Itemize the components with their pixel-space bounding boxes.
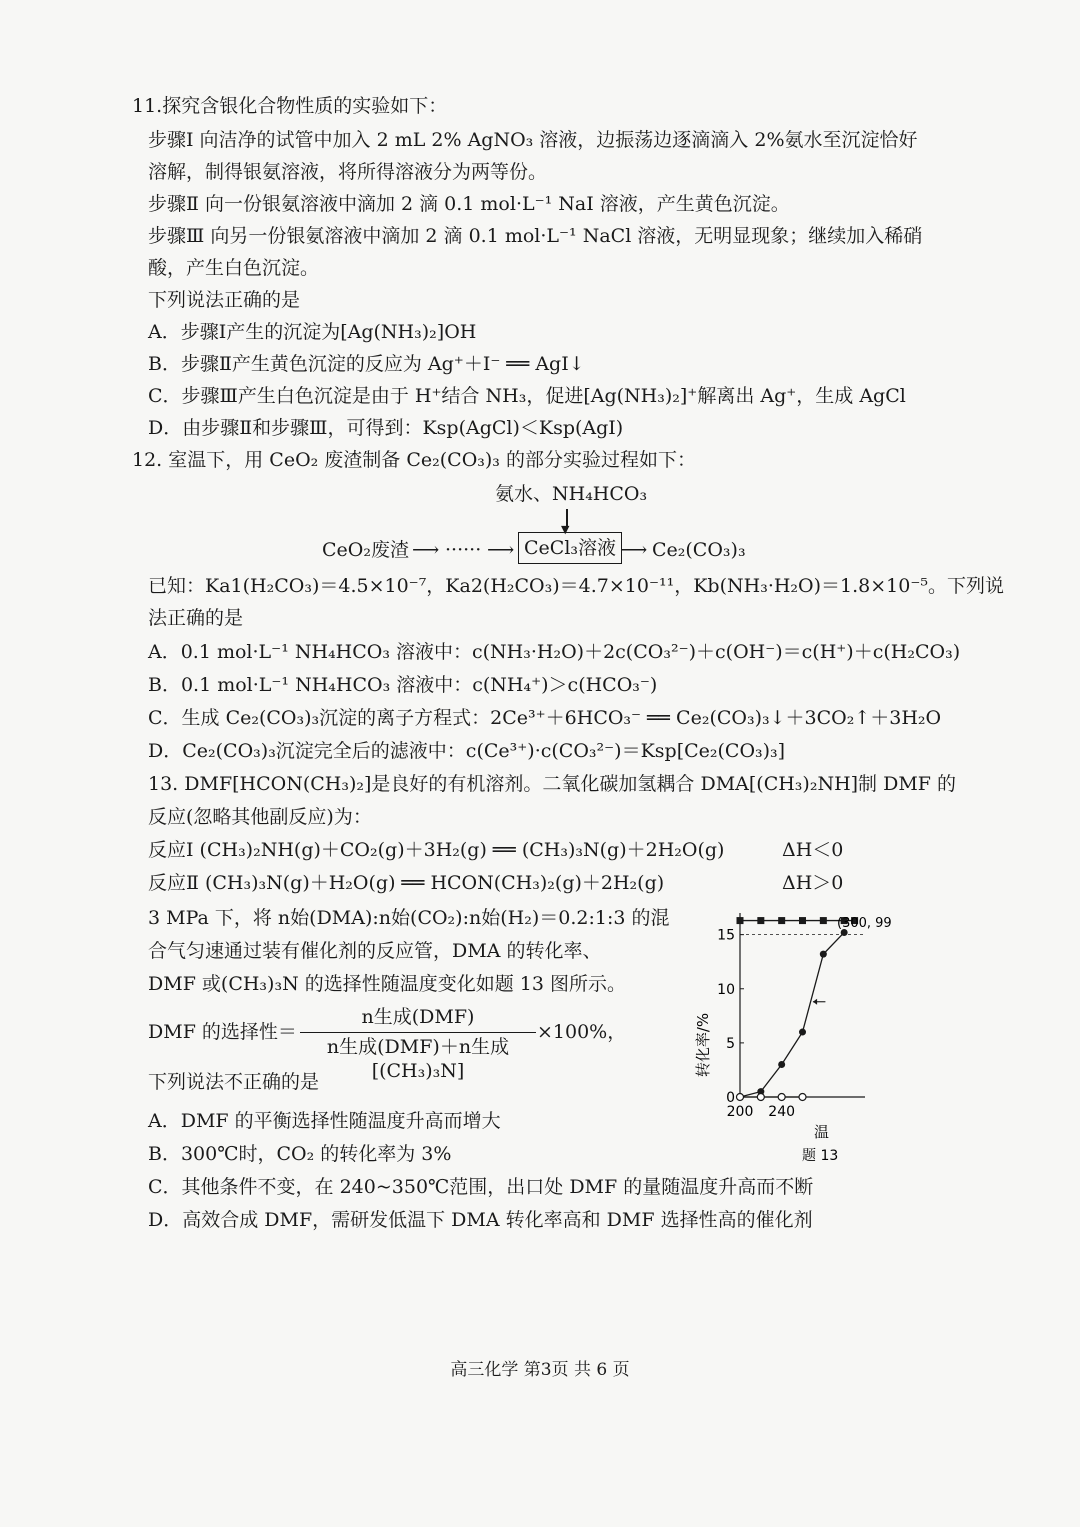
y-tick-label: 0 [726,1090,735,1106]
q13-option-b: B．300℃时，CO₂ 的转化率为 3% [148,1143,452,1165]
q11-prompt: 下列说法正确的是 [148,289,301,311]
q12-option-c: C．生成 Ce₂(CO₃)₃沉淀的离子方程式：2Ce³⁺＋6HCO₃⁻ ══ Ce₂(CO₃)₃↓＋3CO₂↑＋3H₂O [148,707,942,729]
flow-start: CeO₂废渣 [322,539,409,561]
q13-cond-line3: DMF 或(CH₃)₃N 的选择性随温度变化如题 13 图所示。 [148,973,626,995]
data-point-dot [799,1029,806,1036]
q11-step2: 步骤Ⅱ 向一份银氨溶液中滴加 2 滴 0.1 mol·L⁻¹ NaI 溶液，产生黄色沉淀。 [148,193,790,215]
flow-arrow-3-icon: ⟶ [620,539,648,561]
q13-cond-line1: 3 MPa 下，将 n始(DMA):n始(CO₂):n始(H₂)＝0.2:1:3 的混 [148,907,670,929]
data-point-square [799,917,806,924]
figure-13-chart [690,905,892,1165]
q13-cond-line2: 合气匀速通过装有催化剂的反应管，DMA 的转化率、 [148,940,602,962]
q12-option-d: D．Ce₂(CO₃)₃沉淀完全后的滤液中：c(Ce³⁺)·c(CO₃²⁻)＝Ksp[Ce₂(CO₃)₃] [148,740,786,762]
chart-axes [717,913,865,1120]
formula-numerator: n生成(DMF) [361,1006,475,1028]
q13-title-line1: 13. DMF[HCON(CH₃)₂]是良好的有机溶剂。二氧化碳加氢耦合 DMA[(CH₃)₂NH]制 DMF 的 [148,773,957,795]
q11-option-d: D．由步骤Ⅱ和步骤Ⅲ，可得到：Ksp(AgCl)＜Ksp(AgI) [148,417,624,439]
q13-title-line2: 反应(忽略其他副反应)为： [148,806,372,828]
data-point-square [757,917,764,924]
formula-tail: ×100%， [537,1021,627,1043]
q11-step1-line2: 溶解，制得银氨溶液，将所得溶液分为两等份。 [148,161,548,183]
flow-product: Ce₂(CO₃)₃ [652,539,746,561]
page-footer: 高三化学 第3页 共 6 页 [450,1360,630,1380]
curve-arrowhead-icon [813,999,817,1005]
data-point-circle [799,1094,806,1101]
q11-title: 11.探究含银化合物性质的实验如下： [132,95,448,117]
q11-step3-line1: 步骤Ⅲ 向另一份银氨溶液中滴加 2 滴 0.1 mol·L⁻¹ NaCl 溶液，无明显现象；继续加入稀硝 [148,225,923,247]
series-line-dot [740,932,844,1097]
q12-known-line1: 已知：Ka1(H₂CO₃)＝4.5×10⁻⁷，Ka2(H₂CO₃)＝4.7×10⁻¹¹，Kb(NH₃·H₂O)＝1.8×10⁻⁵。下列说 [148,575,1004,597]
data-point-square [737,917,744,924]
flow-dots: ······ [445,539,482,561]
q11-option-b: B．步骤Ⅱ产生黄色沉淀的反应为 Ag⁺＋I⁻ ══ AgI↓ [148,353,585,375]
data-point-circle [737,1094,744,1101]
x-tick-label: 200 [726,1104,754,1120]
q12-option-a: A．0.1 mol·L⁻¹ NH₄HCO₃ 溶液中：c(NH₃·H₂O)＋2c(CO₃²⁻)＋c(OH⁻)＝c(H⁺)＋c(H₂CO₃) [148,641,961,663]
y-tick-label: 15 [717,927,735,944]
data-point-dot [778,1061,785,1068]
flow-arrow-1-icon: ⟶ [412,539,440,561]
q12-title: 12. 室温下，用 CeO₂ 废渣制备 Ce₂(CO₃)₃ 的部分实验过程如下： [132,449,696,471]
q13-reaction-2: 反应Ⅱ (CH₃)₃N(g)＋H₂O(g) ══ HCON(CH₃)₂(g)＋2H₂(g) [148,872,665,894]
flow-arrow-2-icon: ⟶ [487,539,515,561]
flow-down-arrow-icon: ▼ [561,523,570,536]
q11-step3-line2: 酸，产生白色沉淀。 [148,257,320,279]
data-point-dot [820,951,827,958]
data-point-square [820,917,827,924]
formula-denominator: n生成(DMF)＋n生成[(CH₃)₃N] [326,1036,510,1082]
chart-ylabel: 转化率/% [694,1012,712,1078]
data-point-circle [757,1094,764,1101]
q12-option-b: B．0.1 mol·L⁻¹ NH₄HCO₃ 溶液中：c(NH₄⁺)＞c(HCO₃⁻) [148,674,658,696]
flow-box: CeCl₃溶液 [518,532,622,564]
q11-option-a: A．步骤Ⅰ产生的沉淀为[Ag(NH₃)₂]OH [148,321,477,343]
chart-xlabel: 温 [814,1123,830,1141]
y-tick-label: 10 [717,981,735,998]
y-tick-label: 5 [726,1035,735,1052]
chart-caption: 题 13 [802,1148,839,1164]
q13-option-d: D．高效合成 DMF，需研发低温下 DMA 转化率高和 DMF 选择性高的催化剂 [148,1209,813,1231]
x-tick-label: 240 [768,1104,796,1120]
q13-option-c: C．其他条件不变，在 240~350℃范围，出口处 DMF 的量随温度升高而不断 [148,1176,814,1198]
q13-prompt: 下列说法不正确的是 [148,1071,320,1093]
q11-step1-line1: 步骤Ⅰ 向洁净的试管中加入 2 mL 2% AgNO₃ 溶液，边振荡边逐滴滴入 2%氨水至沉淀恰好 [148,129,918,151]
q12-known-line2: 法正确的是 [148,607,244,629]
data-point-square [778,917,785,924]
data-point-circle [778,1094,785,1101]
q13-dh2: ΔH＞0 [782,872,844,894]
formula-label: DMF 的选择性＝ [148,1021,297,1043]
chart-annotation: (300, 99 [837,916,892,931]
q13-option-a: A．DMF 的平衡选择性随温度升高而增大 [148,1110,501,1132]
formula-bar [300,1032,536,1033]
chart-marks [737,917,859,1100]
q13-reaction-1: 反应Ⅰ (CH₃)₂NH(g)＋CO₂(g)＋3H₂(g) ══ (CH₃)₃N(g)＋2H₂O(g) [148,839,725,861]
q13-dh1: ΔH＜0 [782,839,844,861]
flow-reagent: 氨水、NH₄HCO₃ [495,483,648,505]
q11-option-c: C．步骤Ⅲ产生白色沉淀是由于 H⁺结合 NH₃，促进[Ag(NH₃)₂]⁺解离出 Ag⁺，生成 AgCl [148,385,906,407]
